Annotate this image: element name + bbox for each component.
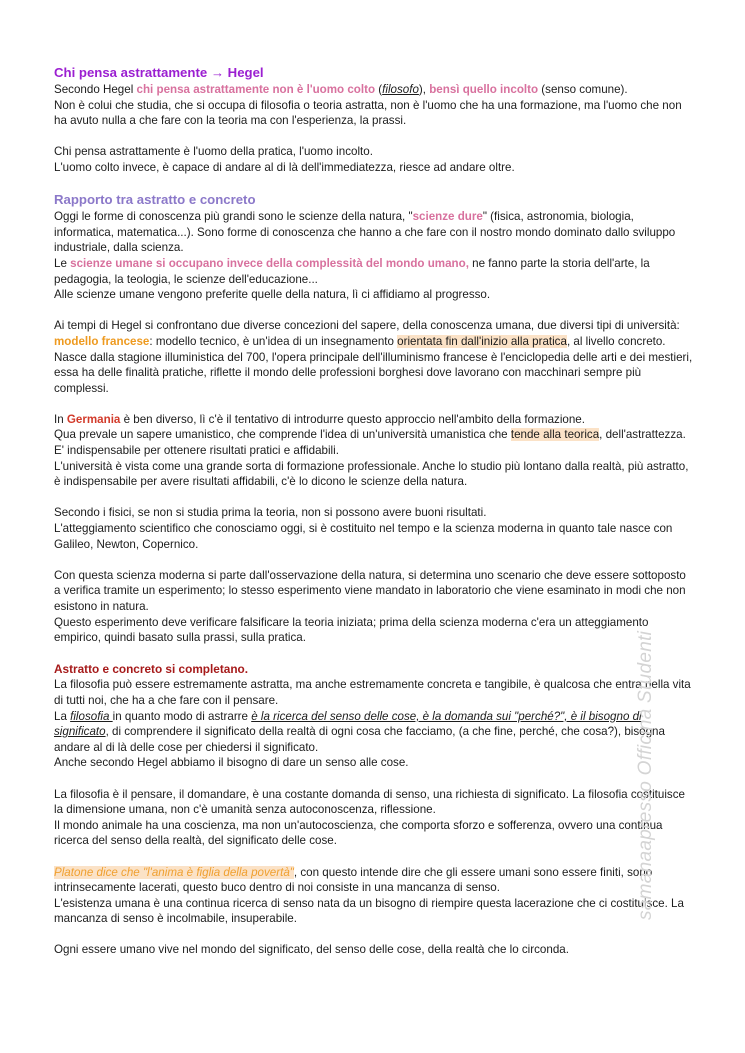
underlined-term: filosofo bbox=[382, 83, 419, 96]
highlighted-phrase: orientata fin dall'inizio alla pratica bbox=[397, 334, 567, 348]
paragraph bbox=[54, 709, 694, 756]
highlight-text: scienze umane si occupano invece della complessità del mondo umano, bbox=[70, 256, 469, 270]
paragraph: L'esistenza umana è una continua ricerca di senso nata da un bisogno di riempire questa lacerazione che ci costituisce. La mancanza di senso è incolmabile, insuperabile. bbox=[54, 896, 684, 926]
paragraph: Alle scienze umane vengono preferite quelle della natura, lì ci affidiamo al progresso. bbox=[54, 288, 491, 302]
paragraph: Con questa scienza moderna si parte dall'osservazione della natura, si determina uno scenario che deve essere sottoposto a verifica tramite un esperimento; lo stesso esperimento viene mandato in laboratorio che viene esaminato in modi che non esistono in natura. bbox=[54, 568, 686, 613]
text: Qua prevale un sapere umanistico, che comprende l'idea di un'università umanistica che bbox=[54, 428, 511, 442]
text: ne fanno parte la storia dell'arte, la pedagogia, la teologia, le scienze dell'educazione... bbox=[54, 256, 650, 286]
text: , dell'astrattezza. E' indispensabile per ottenere risultati pratici e affidabili. bbox=[54, 428, 686, 458]
text: : modello tecnico, è un'idea di un insegnamento bbox=[149, 334, 398, 348]
text: , di comprendere il significato della realtà di ogni cosa che facciamo, (a che fine, perché, che cosa?), bisogna andare al di là delle cose per chiedersi il significato. bbox=[54, 725, 665, 754]
text: è ben diverso, lì c'è il tentativo di introdurre questo approccio nell'ambito della formazione. bbox=[120, 412, 585, 426]
highlighted-phrase: tende alla teorica bbox=[510, 428, 600, 442]
paragraph bbox=[54, 865, 694, 896]
text: In bbox=[54, 412, 67, 426]
paragraph: Non è colui che studia, che si occupa di filosofia o teoria astratta, non è l'uomo che ha una formazione, ma l'uomo che non ha avuto nulla a che fare con la teoria ma con l'esperienza, la prassi. bbox=[54, 98, 682, 128]
text: " (fisica, astronomia, biologia, informatica, matematica...). Sono forme di conoscenza che hanno a che fare con il nostro mondo dominato dallo sviluppo industriale, dalla scienza. bbox=[54, 210, 676, 255]
text: Secondo Hegel bbox=[54, 83, 137, 96]
watermark: samanaapresso Officina Studenti bbox=[635, 630, 656, 920]
highlight-text: modello francese bbox=[54, 334, 150, 348]
paragraph bbox=[54, 256, 694, 287]
paragraph bbox=[54, 427, 694, 458]
paragraph: Anche secondo Hegel abbiamo il bisogno di dare un senso alle cose. bbox=[54, 756, 409, 770]
text: , con questo intende dire che gli essere umani sono essere finiti, sono intrinsecamente lacerati, questo buco dentro di noi consiste in una mancanza di senso. bbox=[54, 865, 653, 895]
paragraph: L'uomo colto invece, è capace di andare al di là dell'immediatezza, riesce ad andare oltre. bbox=[54, 160, 515, 174]
paragraph: Chi pensa astrattamente è l'uomo della pratica, l'uomo incolto. bbox=[54, 145, 373, 159]
text: Le bbox=[54, 256, 71, 270]
paragraph: Ogni essere umano vive nel mondo del significato, del senso delle cose, della realtà che lo circonda. bbox=[54, 943, 569, 957]
text: ), bbox=[418, 83, 430, 96]
text: Oggi le forme di conoscenza più grandi sono le scienze della natura, " bbox=[54, 210, 413, 224]
paragraph: L'atteggiamento scientifico che conosciamo oggi, si è costituito nel tempo e la scienza moderna in quanto tale nasce con Galileo, Newton, Copernico. bbox=[54, 522, 673, 551]
text: ( bbox=[375, 83, 383, 96]
section-title-astratto-concreto: Rapporto tra astratto e concreto bbox=[54, 192, 256, 208]
text: La bbox=[54, 709, 71, 723]
paragraph bbox=[54, 209, 694, 256]
paragraph: Secondo i fisici, se non si studia prima la teoria, non si possono avere buoni risultati. bbox=[54, 506, 487, 520]
highlight-text: bensì quello incolto bbox=[429, 83, 539, 96]
text: , al livello concreto. Nasce dalla stagione illuministica del 700, l'opera principale dell'illuminismo francese è l'enciclopedia delle arti e dei mestieri, essa ha delle finalità pratiche, riflette il mondo delle professioni borghesi dove lavorano con macchinari sempre più complessi. bbox=[54, 334, 693, 395]
underlined-term: filosofia bbox=[70, 709, 113, 723]
document-page bbox=[54, 64, 694, 958]
text: in quanto modo di astrarre bbox=[112, 709, 252, 723]
paragraph bbox=[54, 412, 694, 428]
paragraph: Il mondo animale ha una coscienza, ma non un'autocoscienza, che comporta sforzo e sofferenza, ovvero una continua ricerca del senso della realtà, del significato delle cose. bbox=[54, 818, 663, 848]
section-title-hegel: Chi pensa astrattamente → Hegel bbox=[54, 65, 264, 80]
highlight-text: chi pensa astrattamente non è l'uomo colto bbox=[136, 83, 376, 96]
underlined-phrase: è la ricerca del senso delle cose, è la domanda sui "perché?", è il bisogno di significato bbox=[54, 709, 642, 739]
text: (senso comune). bbox=[538, 83, 628, 96]
paragraph: La filosofia può essere estremamente astratta, ma anche estremamente concreta e tangibile, è qualcosa che entra nella vita di tutti noi, che ha a che fare con il pensare. bbox=[54, 678, 691, 707]
paragraph: Questo esperimento deve verificare falsificare la teoria iniziata; prima della scienza moderna c'era un atteggiamento empirico, quindi basato sulla prassi, sulla pratica. bbox=[54, 615, 649, 645]
highlight-text: scienze dure bbox=[412, 210, 483, 224]
highlight-text: Germania bbox=[66, 412, 121, 426]
paragraph bbox=[54, 82, 694, 98]
highlighted-quote: Platone dice che "l'anima è figlia della povertà" bbox=[54, 865, 294, 879]
paragraph: L'università è vista come una grande sorta di formazione professionale. Anche lo studio più lontano dalla realtà, più astratto, è indispensabile per avere risultati affidabili, c'è lo dicono le scienze della natura. bbox=[54, 459, 689, 489]
paragraph bbox=[54, 334, 694, 396]
section-title-completano: Astratto e concreto si completano. bbox=[54, 662, 249, 677]
paragraph: La filosofia è il pensare, il domandare, è una costante domanda di senso, una richiesta di significato. La filosofia costituisce la dimensione umana, non c'è umanità senza autoconoscenza, riflessione. bbox=[54, 787, 685, 817]
paragraph: Ai tempi di Hegel si confrontano due diverse concezioni del sapere, della conoscenza umana, due diversi tipi di università: bbox=[54, 319, 680, 333]
